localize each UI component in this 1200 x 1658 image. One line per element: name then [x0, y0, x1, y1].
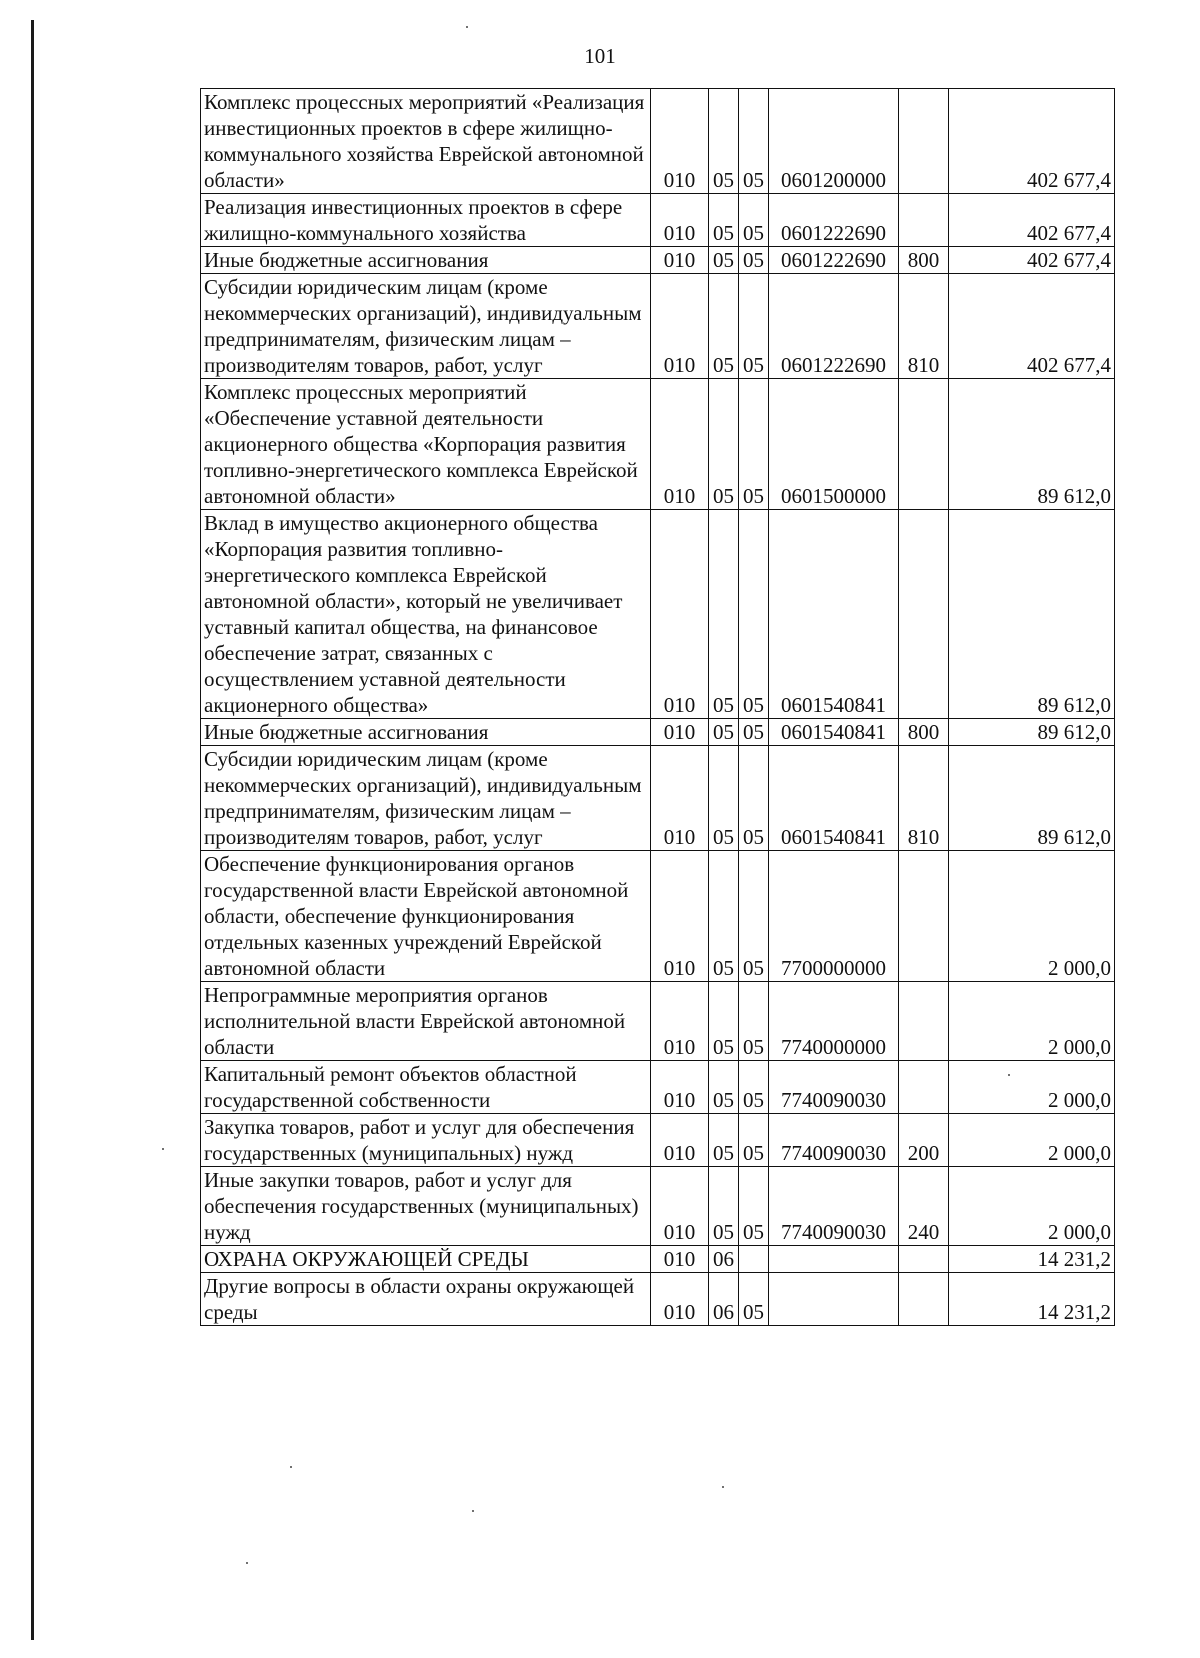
row-type-cell: 800: [899, 247, 949, 274]
row-type-cell: 240: [899, 1167, 949, 1246]
page-number: 101: [584, 44, 616, 68]
row-article-cell: 0601222690: [769, 274, 899, 379]
row-section-cell: 05: [709, 510, 739, 719]
row-sum-cell: 2 000,0: [949, 1061, 1115, 1114]
table-row: [201, 1114, 1115, 1167]
row-article-cell: 0601500000: [769, 379, 899, 510]
row-code-cell: 010: [651, 379, 709, 510]
row-section-cell: 05: [709, 89, 739, 194]
row-article-cell: 0601540841: [769, 510, 899, 719]
row-subsection-cell: 05: [739, 746, 769, 851]
row-section-cell: 05: [709, 194, 739, 247]
table-row: [201, 247, 1115, 274]
row-subsection-cell: 05: [739, 510, 769, 719]
row-type-cell: [899, 194, 949, 247]
row-sum-cell: 89 612,0: [949, 719, 1115, 746]
row-subsection-cell: 05: [739, 194, 769, 247]
row-name-cell: Комплекс процессных мероприятий «Реализация инвестиционных проектов в сфере жилищно-коммунального хозяйства Еврейской автономной области»: [201, 89, 651, 194]
row-article-cell: 7740090030: [769, 1167, 899, 1246]
row-code-cell: 010: [651, 1114, 709, 1167]
row-code-cell: 010: [651, 1246, 709, 1273]
row-code-cell: 010: [651, 719, 709, 746]
row-code-cell: 010: [651, 1273, 709, 1326]
row-name-cell: Комплекс процессных мероприятий «Обеспечение уставной деятельности акционерного общества «Корпорация развития топливно-энергетического комплекса Еврейской автономной области»: [201, 379, 651, 510]
row-sum-cell: 2 000,0: [949, 1167, 1115, 1246]
row-article-cell: 0601540841: [769, 746, 899, 851]
row-section-cell: 05: [709, 274, 739, 379]
row-code-cell: 010: [651, 1167, 709, 1246]
row-sum-cell: 402 677,4: [949, 89, 1115, 194]
row-section-cell: 05: [709, 1061, 739, 1114]
row-article-cell: 7700000000: [769, 851, 899, 982]
row-article-cell: [769, 1246, 899, 1273]
row-name-cell: Закупка товаров, работ и услуг для обеспечения государственных (муниципальных) нужд: [201, 1114, 651, 1167]
row-type-cell: [899, 1061, 949, 1114]
row-section-cell: 05: [709, 851, 739, 982]
table-row: [201, 1246, 1115, 1273]
row-section-cell: 05: [709, 982, 739, 1061]
scan-speck: [472, 1510, 474, 1512]
row-subsection-cell: 05: [739, 719, 769, 746]
row-subsection-cell: 05: [739, 1167, 769, 1246]
row-name-cell: Капитальный ремонт объектов областной государственной собственности: [201, 1061, 651, 1114]
row-sum-cell: 89 612,0: [949, 379, 1115, 510]
table-row: [201, 982, 1115, 1061]
row-code-cell: 010: [651, 982, 709, 1061]
binding-edge-line: [31, 20, 34, 1640]
row-type-cell: [899, 510, 949, 719]
row-sum-cell: 89 612,0: [949, 510, 1115, 719]
table-row: [201, 1273, 1115, 1326]
table-row: [201, 274, 1115, 379]
row-code-cell: 010: [651, 510, 709, 719]
row-subsection-cell: 05: [739, 982, 769, 1061]
row-subsection-cell: 05: [739, 851, 769, 982]
row-type-cell: [899, 89, 949, 194]
row-name-cell: Иные бюджетные ассигнования: [201, 247, 651, 274]
row-name-cell: Непрограммные мероприятия органов исполнительной власти Еврейской автономной области: [201, 982, 651, 1061]
row-sum-cell: 2 000,0: [949, 1114, 1115, 1167]
table-row: [201, 379, 1115, 510]
row-section-cell: 05: [709, 379, 739, 510]
row-subsection-cell: 05: [739, 274, 769, 379]
table-row: [201, 746, 1115, 851]
row-code-cell: 010: [651, 274, 709, 379]
row-type-cell: [899, 851, 949, 982]
row-section-cell: 05: [709, 1114, 739, 1167]
scan-speck: [722, 1486, 724, 1488]
row-type-cell: [899, 1246, 949, 1273]
row-section-cell: 06: [709, 1246, 739, 1273]
row-sum-cell: 14 231,2: [949, 1273, 1115, 1326]
scan-speck: [162, 1148, 164, 1150]
row-name-cell: Иные закупки товаров, работ и услуг для обеспечения государственных (муниципальных) нужд: [201, 1167, 651, 1246]
row-article-cell: [769, 1273, 899, 1326]
row-article-cell: 7740090030: [769, 1061, 899, 1114]
row-code-cell: 010: [651, 194, 709, 247]
row-subsection-cell: 05: [739, 89, 769, 194]
row-sum-cell: 2 000,0: [949, 982, 1115, 1061]
scan-speck: [246, 1562, 248, 1564]
row-type-cell: 810: [899, 746, 949, 851]
row-sum-cell: 89 612,0: [949, 746, 1115, 851]
table-row: [201, 89, 1115, 194]
table-row: [201, 510, 1115, 719]
row-article-cell: 0601222690: [769, 194, 899, 247]
row-section-cell: 05: [709, 719, 739, 746]
row-name-cell: Иные бюджетные ассигнования: [201, 719, 651, 746]
row-type-cell: 200: [899, 1114, 949, 1167]
row-name-cell: Субсидии юридическим лицам (кроме некоммерческих организаций), индивидуальным предпринимателям, физическим лицам – производителям товаров, работ, услуг: [201, 274, 651, 379]
row-sum-cell: 2 000,0: [949, 851, 1115, 982]
row-subsection-cell: 05: [739, 1061, 769, 1114]
row-name-cell: Реализация инвестиционных проектов в сфере жилищно-коммунального хозяйства: [201, 194, 651, 247]
row-type-cell: [899, 982, 949, 1061]
row-name-cell: Вклад в имущество акционерного общества «Корпорация развития топливно-энергетического комплекса Еврейской автономной области», который не увеличивает уставный капитал общества, на финансовое обеспечение затрат, связанных с осуществлением уставной деятельности акционерного общества»: [201, 510, 651, 719]
row-article-cell: 0601200000: [769, 89, 899, 194]
row-section-cell: 06: [709, 1273, 739, 1326]
table-row: [201, 194, 1115, 247]
table-row: [201, 719, 1115, 746]
row-subsection-cell: [739, 1246, 769, 1273]
row-code-cell: 010: [651, 851, 709, 982]
row-sum-cell: 402 677,4: [949, 247, 1115, 274]
scan-speck: [466, 26, 468, 28]
row-article-cell: 0601222690: [769, 247, 899, 274]
row-subsection-cell: 05: [739, 247, 769, 274]
row-type-cell: [899, 1273, 949, 1326]
row-code-cell: 010: [651, 89, 709, 194]
row-type-cell: 800: [899, 719, 949, 746]
row-sum-cell: 14 231,2: [949, 1246, 1115, 1273]
row-code-cell: 010: [651, 247, 709, 274]
row-subsection-cell: 05: [739, 1273, 769, 1326]
budget-table: [200, 88, 1115, 1326]
row-name-cell: Обеспечение функционирования органов государственной власти Еврейской автономной области, обеспечение функционирования отдельных казенных учреждений Еврейской автономной области: [201, 851, 651, 982]
row-section-cell: 05: [709, 247, 739, 274]
table-row: [201, 851, 1115, 982]
table-row: [201, 1061, 1115, 1114]
row-subsection-cell: 05: [739, 379, 769, 510]
row-subsection-cell: 05: [739, 1114, 769, 1167]
table-row: [201, 1167, 1115, 1246]
row-type-cell: [899, 379, 949, 510]
row-type-cell: 810: [899, 274, 949, 379]
scan-speck: [290, 1466, 292, 1468]
row-name-cell: Другие вопросы в области охраны окружающей среды: [201, 1273, 651, 1326]
row-sum-cell: 402 677,4: [949, 274, 1115, 379]
row-code-cell: 010: [651, 1061, 709, 1114]
row-code-cell: 010: [651, 746, 709, 851]
row-name-cell: ОХРАНА ОКРУЖАЮЩЕЙ СРЕДЫ: [201, 1246, 651, 1273]
row-section-cell: 05: [709, 746, 739, 851]
row-article-cell: 7740090030: [769, 1114, 899, 1167]
budget-table-container: [200, 88, 1115, 1326]
row-article-cell: 0601540841: [769, 719, 899, 746]
scan-speck: [1008, 1074, 1010, 1076]
row-sum-cell: 402 677,4: [949, 194, 1115, 247]
row-section-cell: 05: [709, 1167, 739, 1246]
row-name-cell: Субсидии юридическим лицам (кроме некоммерческих организаций), индивидуальным предпринимателям, физическим лицам – производителям товаров, работ, услуг: [201, 746, 651, 851]
row-article-cell: 7740000000: [769, 982, 899, 1061]
